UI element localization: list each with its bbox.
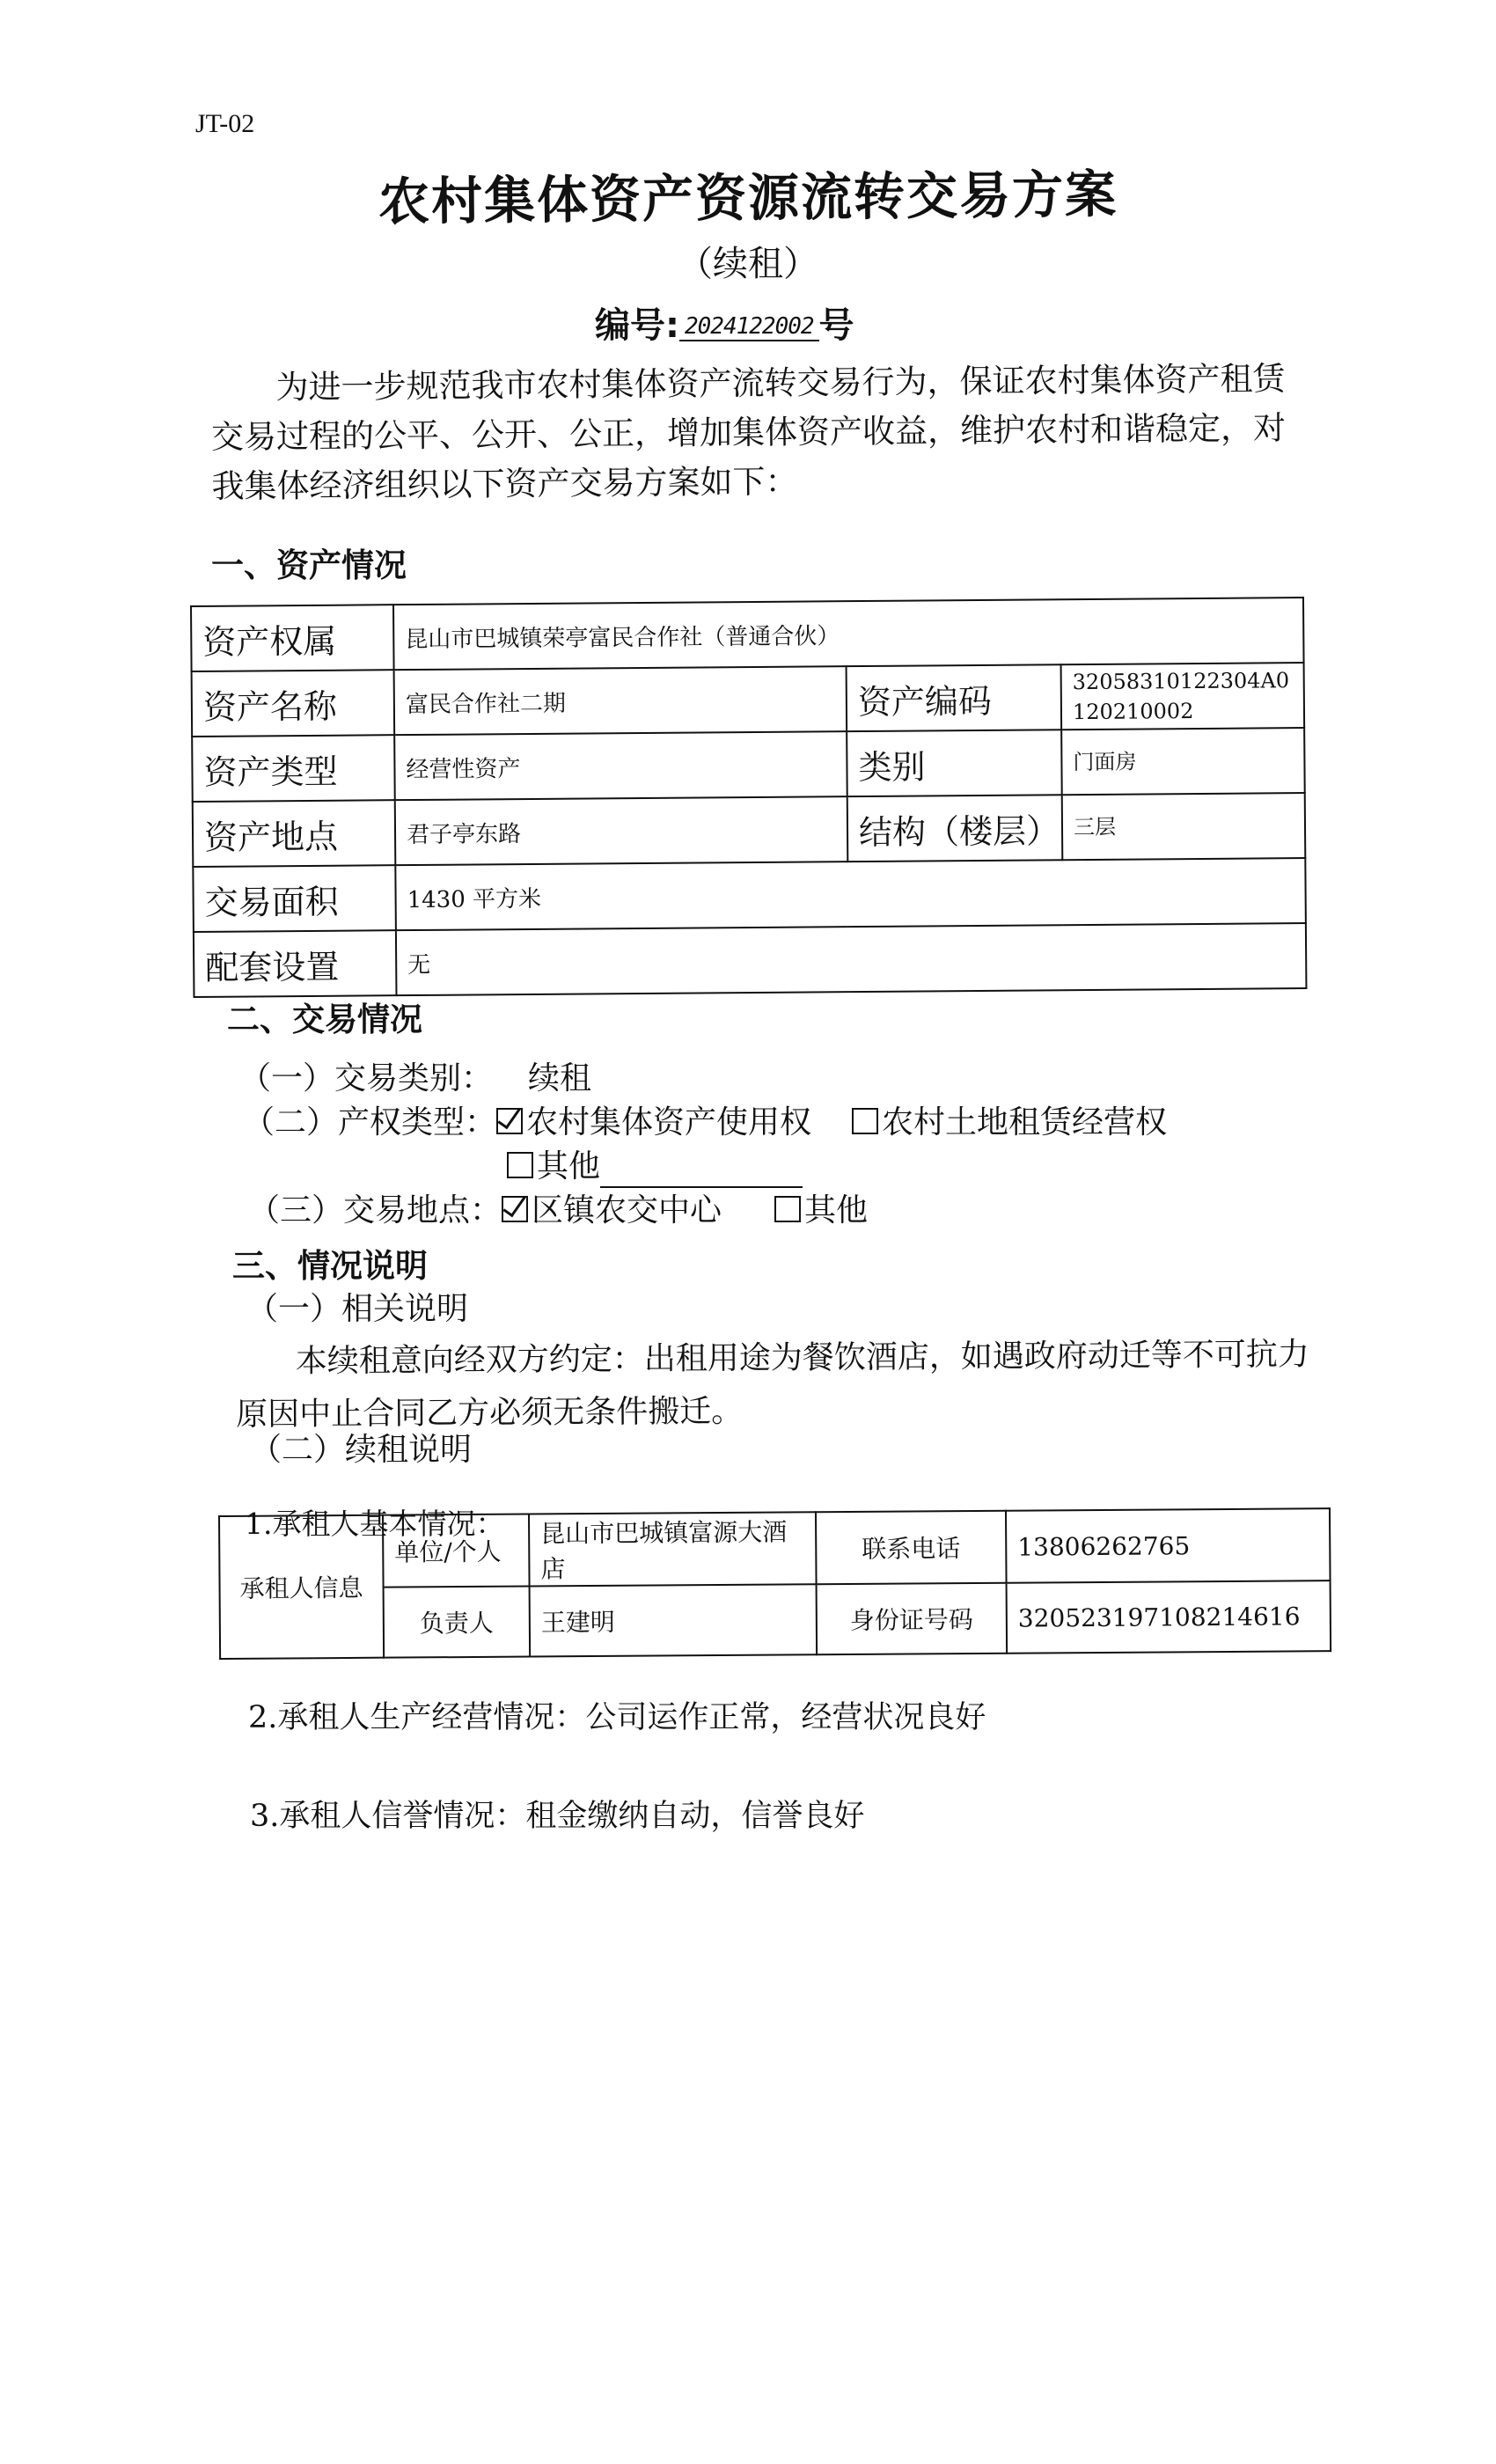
asset-code-value: 32058310122304A0120210002	[1061, 663, 1305, 730]
trade-place-option-other: 其他	[804, 1192, 869, 1228]
section-asset-heading: 一、资产情况	[211, 546, 407, 584]
asset-facilities-label: 配套设置	[194, 930, 397, 997]
asset-ownership-value: 昆山市巴城镇荣亭富民合作社（普通合伙）	[393, 598, 1304, 670]
asset-type-value: 经营性资产	[394, 731, 847, 800]
tenant-unit-label: 单位/个人	[383, 1514, 530, 1588]
table-row	[193, 858, 1306, 932]
asset-table	[190, 597, 1307, 998]
trade-place-line	[248, 1190, 868, 1232]
tenant-phone-label: 联系电话	[816, 1511, 1007, 1585]
asset-name-value: 富民合作社二期	[394, 666, 847, 735]
right-type-label: （二）产权类型：	[243, 1104, 497, 1140]
asset-area-value: 1430 平方米	[395, 858, 1306, 930]
tenant-credit: 3.承租人信誉情况：租金缴纳自动，信誉良好	[250, 1799, 865, 1834]
section-trade-heading: 二、交易情况	[227, 1001, 422, 1038]
right-type-line	[243, 1102, 1167, 1144]
table-row	[219, 1508, 1331, 1588]
serial-suffix: 号	[818, 305, 854, 346]
serial-handwritten-number: 2024122002	[679, 313, 819, 341]
related-heading: （一）相关说明	[246, 1291, 469, 1327]
related-paragraph: 本续租意向经双方约定：出租用途为餐饮酒店，如遇政府动迁等不可抗力原因中止合同乙方必须无条件搬迁。	[236, 1336, 1309, 1434]
tenant-person-value: 王建明	[530, 1584, 818, 1656]
table-row	[192, 663, 1305, 737]
tenant-group-label: 承租人信息	[219, 1515, 384, 1659]
document-code: JT-02	[195, 109, 255, 138]
asset-area-label: 交易面积	[193, 865, 396, 932]
document-title: 农村集体资产资源流转交易方案	[378, 164, 1118, 232]
right-type-option-other-checkbox[interactable]	[507, 1152, 533, 1178]
tenant-operation: 2.承租人生产经营情况：公司运作正常，经营状况良好	[248, 1700, 986, 1735]
section-explanation-heading: 三、情况说明	[232, 1247, 428, 1285]
table-row	[220, 1580, 1331, 1659]
other-fill-blank[interactable]	[600, 1155, 803, 1188]
table-row	[192, 728, 1305, 802]
asset-structure-label: 结构（楼层）	[847, 795, 1063, 862]
right-type-other-line	[507, 1146, 803, 1188]
right-type-option-land-lease-checkbox[interactable]	[852, 1108, 878, 1134]
serial-prefix: 编号:	[595, 305, 679, 346]
tenant-id-label: 身份证号码	[817, 1583, 1008, 1655]
trade-place-label: （三）交易地点：	[248, 1192, 502, 1228]
trade-category-value: 续租	[528, 1060, 592, 1096]
asset-facilities-value: 无	[396, 923, 1307, 995]
tenant-basic-heading: 1.承租人基本情况：	[245, 1507, 505, 1541]
tenant-person-label: 负责人	[384, 1587, 531, 1658]
right-type-option-use-right: 农村集体资产使用权	[526, 1104, 812, 1140]
trade-place-option-center: 区镇农交中心	[532, 1192, 722, 1228]
asset-category-value: 门面房	[1061, 728, 1305, 795]
trade-category-line	[239, 1058, 591, 1100]
tenant-unit-value: 昆山市巴城镇富源大酒店	[529, 1512, 817, 1586]
table-row	[193, 793, 1306, 867]
tenant-table	[218, 1507, 1331, 1660]
table-row	[191, 598, 1304, 671]
trade-place-option-other-checkbox[interactable]	[774, 1196, 801, 1222]
asset-code-label: 资产编码	[847, 664, 1062, 731]
serial-number	[595, 297, 854, 348]
asset-structure-value: 三层	[1062, 793, 1306, 860]
intro-paragraph: 为进一步规范我市农村集体资产流转交易行为，保证农村集体资产租赁交易过程的公平、公开、公正，增加集体资产收益，维护农村和谐稳定，对我集体经济组织以下资产交易方案如下：	[210, 359, 1287, 506]
asset-location-value: 君子亭东路	[395, 796, 848, 865]
tenant-phone-value: 13806262765	[1006, 1508, 1331, 1583]
right-type-option-other: 其他	[537, 1148, 601, 1184]
trade-place-option-center-checkbox[interactable]	[502, 1196, 528, 1222]
asset-ownership-label: 资产权属	[191, 605, 394, 671]
right-type-option-land-lease: 农村土地租赁经营权	[882, 1104, 1168, 1140]
renewal-heading: （二）续租说明	[250, 1432, 473, 1468]
asset-category-label: 类别	[847, 730, 1062, 796]
asset-type-label: 资产类型	[192, 735, 395, 802]
asset-name-label: 资产名称	[192, 670, 395, 737]
document-subtitle: （续租）	[678, 244, 818, 284]
trade-category-label: （一）交易类别：	[239, 1060, 494, 1096]
right-type-option-use-right-checkbox[interactable]	[496, 1108, 523, 1134]
tenant-id-value: 320523197108214616	[1007, 1580, 1331, 1654]
table-row	[194, 923, 1307, 997]
asset-location-label: 资产地点	[193, 800, 396, 867]
